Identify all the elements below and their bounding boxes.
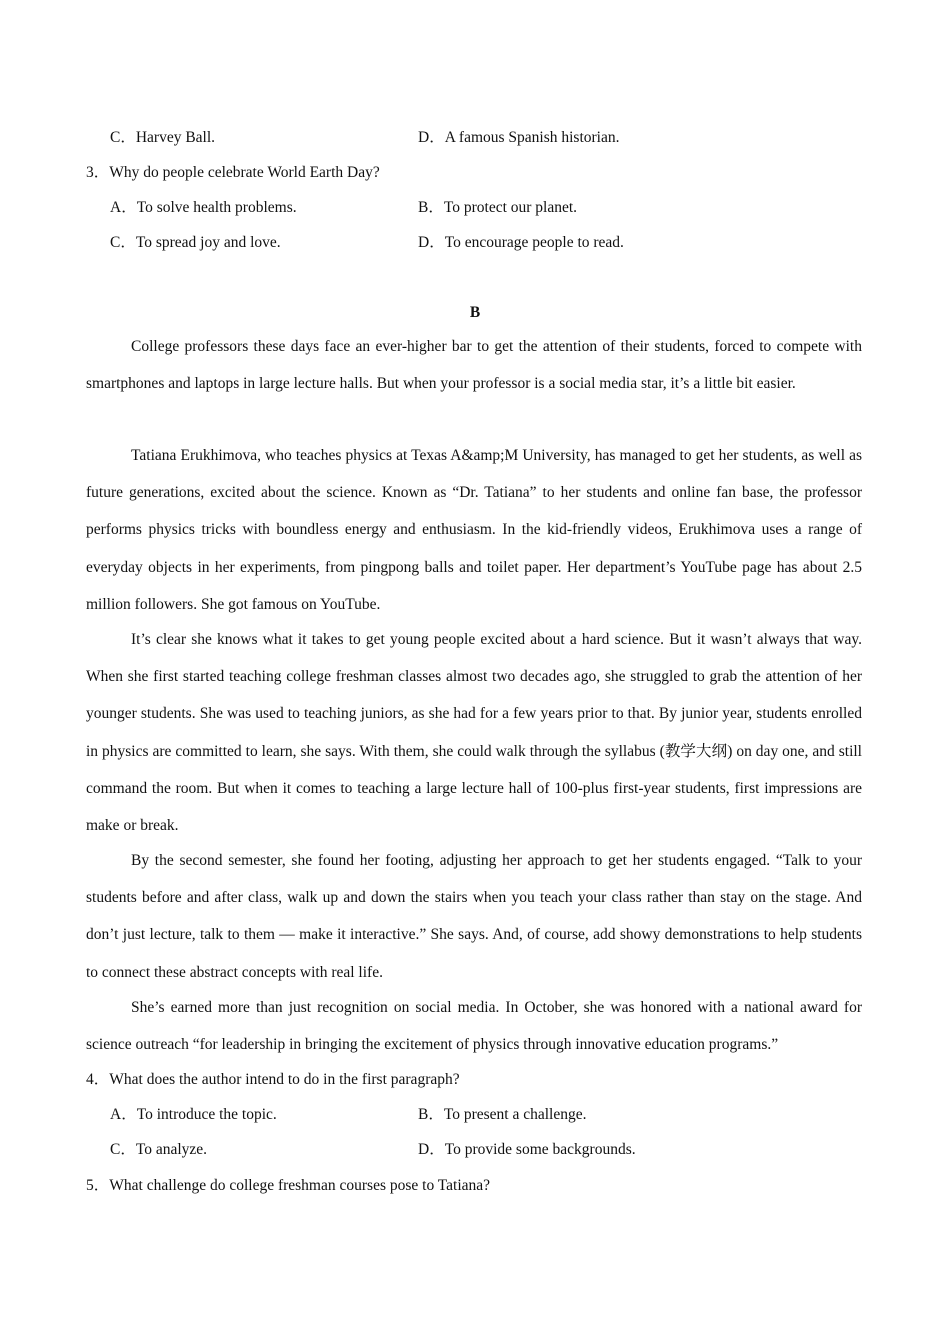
q4-question: 4．What does the author intend to do in the first paragraph? <box>86 1071 460 1088</box>
q3-option-c: C．To spread joy and love. <box>110 234 281 251</box>
q4-option-c: C．To analyze. <box>110 1141 208 1158</box>
section-heading: B <box>469 304 481 321</box>
q4-option-a: A．To introduce the topic. <box>110 1106 277 1123</box>
q3-option-a: A．To solve health problems. <box>110 199 297 216</box>
passage-paragraph-4: By the second semester, she found her footing, adjusting her approach to get her students engaged. “Talk to your students before and after class, walk up and down the stairs when you teach your class rather than stay on the stage. And don’t just lecture, talk to them — make it interactive.” She says. And, of course, add showy demonstrations to help students to connect these abstract concepts with real life. <box>86 852 862 981</box>
q4-option-b: B．To present a challenge. <box>418 1106 587 1123</box>
passage-paragraph-2: Tatiana Erukhimova, who teaches physics at Texas A&amp;M University, has managed to get her students, as well as future generations, excited about the science. Known as “Dr. Tatiana” to her students and online fan base, the professor performs physics tricks with boundless energy and enthusiasm. In the kid-friendly videos, Erukhimova uses a range of everyday objects in her experiments, from pingpong balls and toilet paper. Her department’s YouTube page has about 2.5 million followers. She got famous on YouTube. <box>86 447 862 613</box>
q4-option-d: D．To provide some backgrounds. <box>418 1141 636 1158</box>
q5-question: 5．What challenge do college freshman courses pose to Tatiana? <box>86 1177 491 1194</box>
passage-paragraph-3: It’s clear she knows what it takes to get young people excited about a hard science. But it wasn’t always that way. When she first started teaching college freshman classes almost two decades ago, she struggled to grab the attention of her younger students. She was used to teaching juniors, as she had for a few years prior to that. By junior year, students enrolled in physics are committed to learn, she says. With them, she could walk through the syllabus (教学大纲) on day one, and still command the room. But when it comes to teaching a large lecture hall of 100-plus first-year students, first impressions are make or break. <box>86 631 862 835</box>
q3-option-b: B．To protect our planet. <box>418 199 578 216</box>
q2-option-c: C．Harvey Ball. <box>110 129 216 146</box>
passage-paragraph-5: She’s earned more than just recognition on social media. In October, she was honored with a national award for science outreach “for leadership in bringing the excitement of physics through innovative education programs.” <box>86 999 862 1054</box>
q3-question: 3．Why do people celebrate World Earth Day? <box>86 164 380 181</box>
q3-option-d: D．To encourage people to read. <box>418 234 624 251</box>
passage-paragraph-1: College professors these days face an ever-higher bar to get the attention of their students, forced to compete with smartphones and laptops in large lecture halls. But when your professor is a social media star, it’s a little bit easier. <box>86 338 862 393</box>
q2-option-d: D．A famous Spanish historian. <box>418 129 620 146</box>
